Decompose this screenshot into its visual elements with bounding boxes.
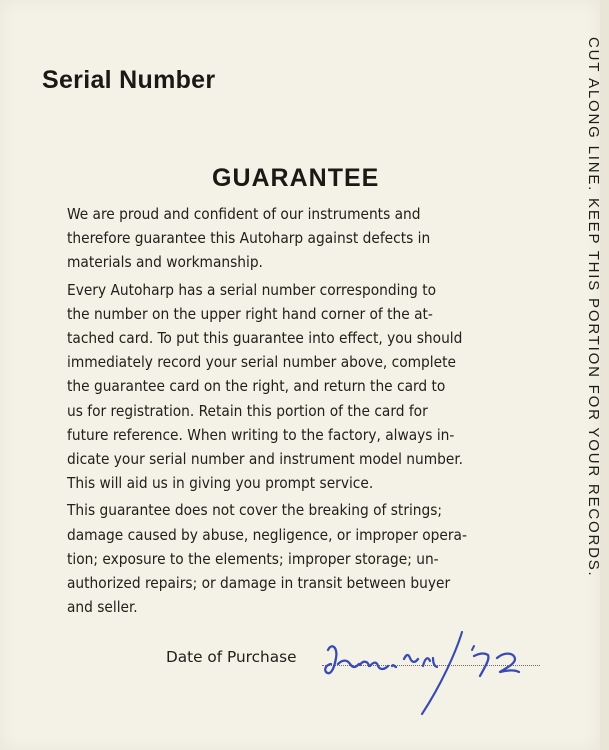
paragraph-1 xyxy=(45,202,546,275)
paragraph-2 xyxy=(45,278,546,496)
paragraph-2-line: tached card. To put this guarantee into effect, you should xyxy=(67,329,463,348)
paragraph-2-line: This will aid us in giving you prompt service. xyxy=(67,474,374,493)
paragraph-2-line: us for registration. Retain this portion of the card for xyxy=(67,401,428,420)
paragraph-3-line: This guarantee does not cover the breaking of strings; xyxy=(67,501,443,520)
paragraph-2-line: immediately record your serial number above, complete xyxy=(67,353,456,372)
paragraph-3-line: authorized repairs; or damage in transit between buyer xyxy=(67,574,451,593)
cut-along-line-note xyxy=(585,37,609,737)
guarantee-body xyxy=(45,202,546,619)
paragraph-2-line: future reference. When writing to the factory, always in- xyxy=(67,425,455,444)
paragraph-1-line: We are proud and confident of our instruments and xyxy=(67,205,421,223)
paragraph-2-line: dicate your serial number and instrument model number. xyxy=(67,450,463,469)
paragraph-1-line: therefore guarantee this Autoharp against defects in xyxy=(67,229,431,248)
handwritten-purchase-date xyxy=(320,628,540,718)
paragraph-2-line: the guarantee card on the right, and return the card to xyxy=(67,377,446,396)
cut-along-line-text: CUT ALONG LINE. KEEP THIS PORTION FOR YOUR RECORDS. xyxy=(585,37,602,578)
paragraph-3-line: tion; exposure to the elements; improper storage; un- xyxy=(67,549,439,568)
serial-number-label: Serial Number xyxy=(42,66,216,94)
paragraph-1-line: materials and workmanship. xyxy=(67,253,263,272)
paragraph-3-line: damage caused by abuse, negligence, or improper opera- xyxy=(67,525,467,544)
paragraph-3 xyxy=(45,498,546,619)
paragraph-2-line: the number on the upper right hand corner of the at- xyxy=(67,304,433,323)
paragraph-3-line: and seller. xyxy=(67,598,138,617)
date-of-purchase-label: Date of Purchase xyxy=(166,648,297,666)
paragraph-2-line: Every Autoharp has a serial number corresponding to xyxy=(67,280,437,299)
guarantee-heading: GUARANTEE xyxy=(212,164,380,192)
